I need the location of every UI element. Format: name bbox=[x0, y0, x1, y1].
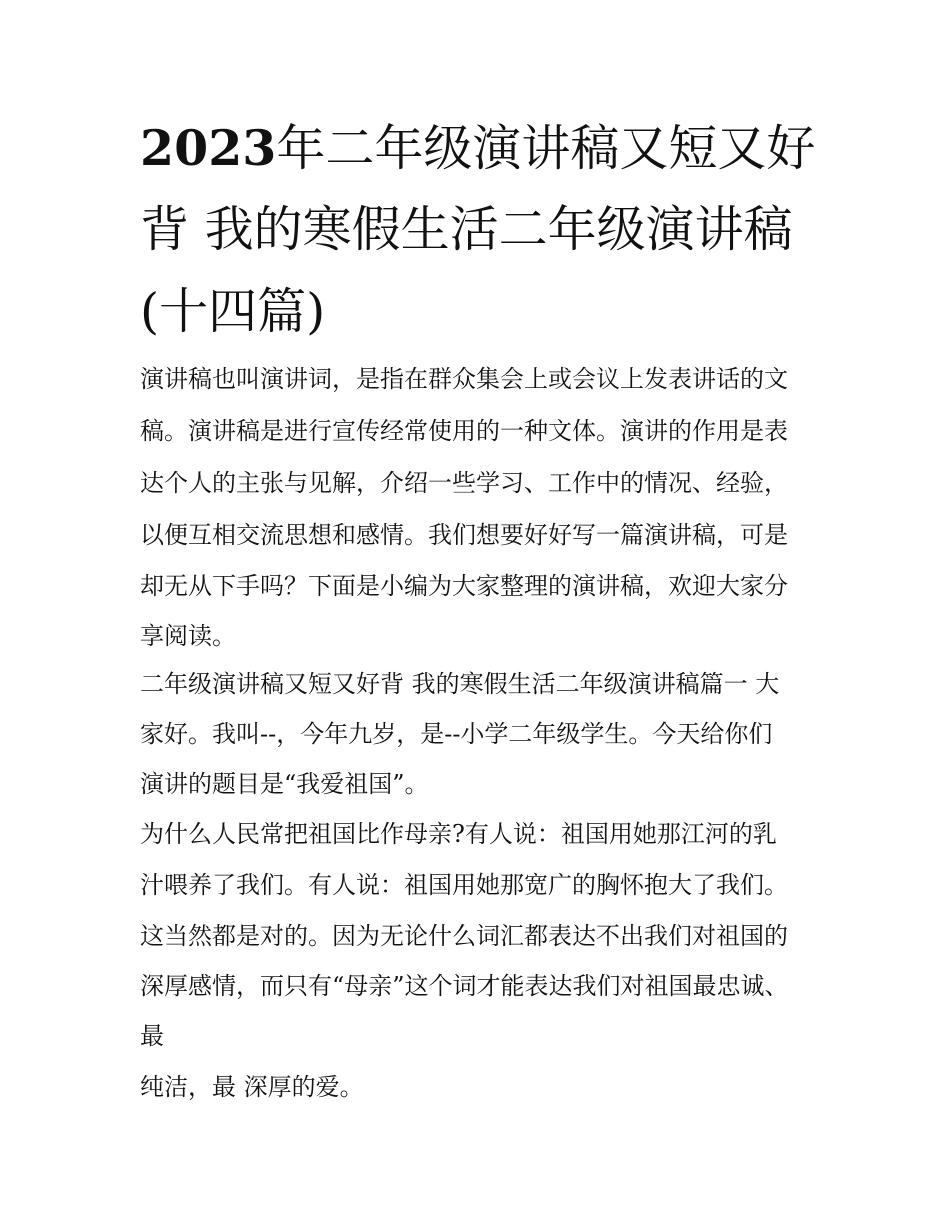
body-line-6: 享阅读。 bbox=[140, 622, 236, 650]
body-line-7: 二年级演讲稿又短又好背 我的寒假生活二年级演讲稿篇一 大 bbox=[140, 670, 780, 698]
body-line-10: 为什么人民常把祖国比作母亲?有人说：祖国用她那江河的乳 bbox=[140, 820, 777, 848]
body-line-1: 演讲稿也叫演讲词，是指在群众集会上或会议上发表讲话的文 bbox=[140, 365, 788, 393]
body-line-2: 稿。演讲稿是进行宣传经常使用的一种文体。演讲的作用是表 bbox=[140, 417, 788, 445]
title-line-1 bbox=[140, 107, 820, 190]
title-line-2: 背 我的寒假生活二年级演讲稿 bbox=[140, 201, 793, 258]
body-line-13: 深厚感情，而只有“母亲”这个词才能表达我们对祖国最忠诚、 bbox=[140, 972, 789, 1000]
body-line-15: 纯洁，最 深厚的爱。 bbox=[140, 1073, 364, 1101]
body-line-4: 以便互相交流思想和感情。我们想要好好写一篇演讲稿，可是 bbox=[140, 521, 788, 549]
body-line-5: 却无从下手吗？下面是小编为大家整理的演讲稿，欢迎大家分 bbox=[140, 572, 788, 600]
body-line-9: 演讲的题目是“我爱祖国”。 bbox=[140, 770, 429, 798]
body-line-14: 最 bbox=[140, 1022, 164, 1050]
title-line-3: (十四篇) bbox=[140, 283, 326, 340]
title-line-1-text: 年二年级演讲稿又短又好 bbox=[276, 120, 816, 177]
body-line-12: 这当然都是对的。因为无论什么词汇都表达不出我们对祖国的 bbox=[140, 922, 788, 950]
body-line-3: 达个人的主张与见解，介绍一些学习、工作中的情况、经验， bbox=[140, 469, 788, 497]
body-line-11: 汁喂养了我们。有人说：祖国用她那宽广的胸怀抱大了我们。 bbox=[140, 871, 788, 899]
title-year: 2023 bbox=[140, 119, 277, 177]
body-line-8: 家好。我叫--，今年九岁，是--小学二年级学生。今天给你们 bbox=[140, 720, 773, 748]
